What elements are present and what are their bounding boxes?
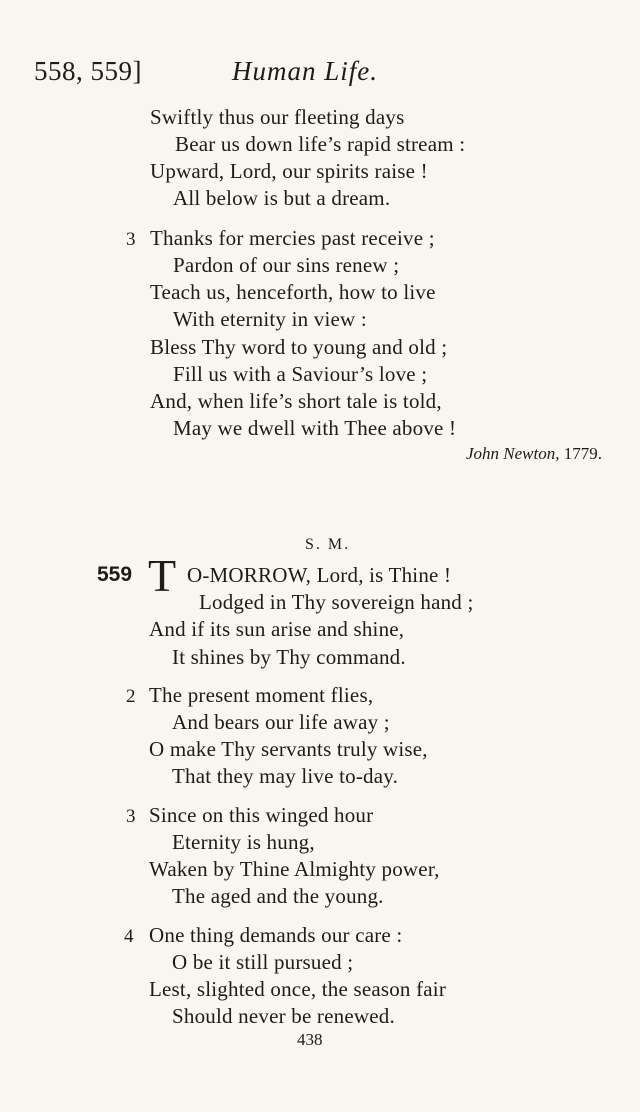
attribution-author: John Newton [466,444,556,463]
hymn-558-stanza-2-line-7: Upward, Lord, our spirits raise ! [150,159,428,183]
hymn-559-stanza-1-line-3: And if its sun arise and shine, [149,617,405,641]
page-number: 438 [297,1030,323,1049]
hymn-558-stanza-2-line-5: Swiftly thus our fleeting days [150,105,405,129]
hymn-559-number: 559 [97,563,133,586]
hymn-559-stanza-3-line-3: Waken by Thine Almighty power, [149,857,440,881]
hymn-558-stanza-3-line-1: Thanks for mercies past receive ; [150,226,435,250]
hymn-559-stanza-1-line-2: Lodged in Thy sovereign hand ; [199,590,474,614]
hymn-559-stanza-3-line-1: Since on this winged hour [149,803,374,827]
hymn-559-stanza-3-line-2: Eternity is hung, [172,830,315,854]
hymn-558-stanza-2-line-8: All below is but a dream. [173,186,391,210]
hymn-559-drop-cap: T [148,550,177,601]
running-head-hymn-numbers: 558, 559] [34,56,142,86]
hymn-559-stanza-2-line-3: O make Thy servants truly wise, [149,737,428,761]
hymn-559-stanza-4-line-2: O be it still pursued ; [172,950,354,974]
hymn-558-stanza-3-line-2: Pardon of our sins renew ; [173,253,400,277]
running-head-section-title: Human Life. [232,56,378,86]
hymn-559-verse-number-4: 4 [124,926,134,947]
hymn-559-verse-number-3: 3 [126,806,136,827]
hymn-559-stanza-4-line-1: One thing demands our care : [149,923,403,947]
hymn-559-verse-number-2: 2 [126,686,136,707]
hymn-558-stanza-3-line-4: With eternity in view : [173,307,367,331]
hymn-559-stanza-4-line-4: Should never be renewed. [172,1004,395,1028]
hymn-559-stanza-4-line-3: Lest, slighted once, the season fair [149,977,447,1001]
hymn-558-stanza-3-line-8: May we dwell with Thee above ! [173,416,457,440]
hymn-558-stanza-3-line-3: Teach us, henceforth, how to live [150,280,436,304]
attribution-year: , 1779. [555,444,602,463]
hymn-558-stanza-3-line-6: Fill us with a Saviour’s love ; [173,362,428,386]
hymn-559-meter: S. M. [305,536,351,553]
hymn-559-stanza-2-line-2: And bears our life away ; [172,710,390,734]
hymn-559-stanza-1-line-1: O-MORROW, Lord, is Thine ! [187,563,452,587]
hymn-559-stanza-1-line-4: It shines by Thy command. [172,645,406,669]
hymn-558-verse-number-3: 3 [126,229,136,250]
hymn-559-stanza-2-line-4: That they may live to-day. [172,764,399,788]
hymn-558-stanza-3-line-5: Bless Thy word to young and old ; [150,335,448,359]
hymn-558-stanza-3-line-7: And, when life’s short tale is told, [150,389,442,413]
hymn-558-attribution [466,444,602,464]
hymn-559-stanza-3-line-4: The aged and the young. [172,884,384,908]
hymn-558-stanza-2-line-6: Bear us down life’s rapid stream : [175,132,466,156]
hymn-559-stanza-2-line-1: The present moment flies, [149,683,374,707]
